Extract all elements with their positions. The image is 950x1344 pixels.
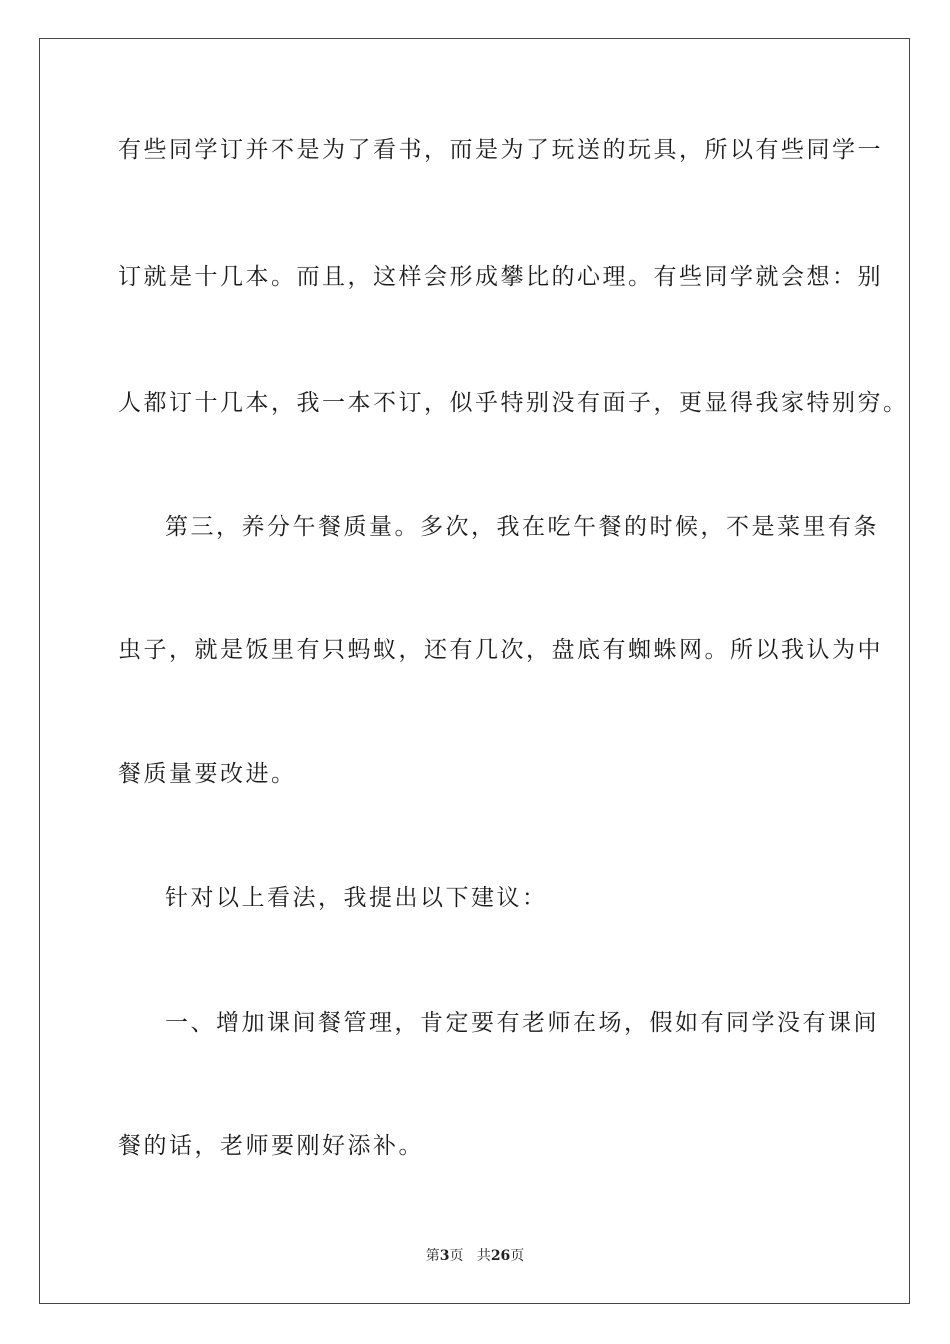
- body-line-3: 人都订十几本，我一本不订，似乎特别没有面子，更显得我家特别穷。: [118, 390, 909, 416]
- footer-total-prefix: 共: [476, 1248, 491, 1264]
- body-line-5: 虫子，就是饭里有只蚂蚁，还有几次，盘底有蜘蛛网。所以我认为中: [118, 637, 883, 663]
- footer-total-pages: 26: [490, 1248, 511, 1264]
- body-line-1: 有些同学订并不是为了看书，而是为了玩送的玩具，所以有些同学一: [118, 137, 883, 163]
- footer-page-prefix: 第: [425, 1248, 440, 1264]
- footer-page-number: 3: [439, 1248, 450, 1264]
- body-line-2: 订就是十几本。而且，这样会形成攀比的心理。有些同学就会想：别: [118, 264, 883, 290]
- footer-page-suffix: 页: [449, 1248, 464, 1264]
- footer-total-suffix: 页: [510, 1248, 525, 1264]
- page-footer: [0, 1245, 950, 1265]
- body-line-9: 餐的话，老师要刚好添补。: [118, 1133, 424, 1159]
- body-line-8: 一、增加课间餐管理，肯定要有老师在场，假如有同学没有课间: [165, 1010, 879, 1036]
- body-line-7: 针对以上看法，我提出以下建议：: [165, 885, 548, 911]
- body-line-4: 第三，养分午餐质量。多次，我在吃午餐的时候，不是菜里有条: [165, 514, 879, 540]
- body-line-6: 餐质量要改进。: [118, 761, 297, 787]
- page-frame: [39, 38, 910, 1304]
